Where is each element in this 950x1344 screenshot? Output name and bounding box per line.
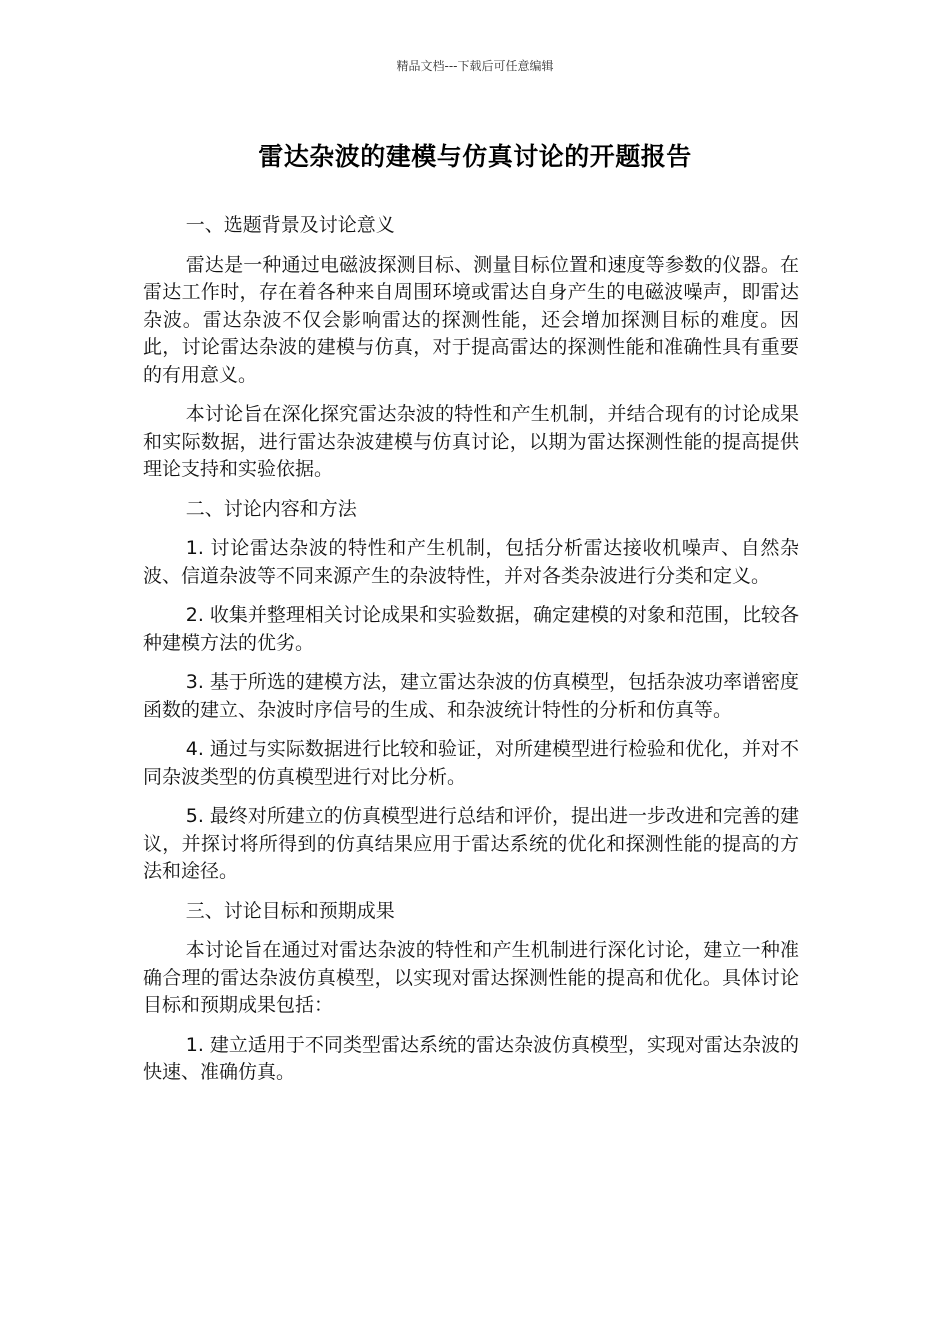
page-header: 精品文档---下载后可任意编辑 — [396, 59, 554, 73]
section-heading-goals: 三、讨论目标和预期成果 — [185, 899, 395, 922]
list-item-5: 5. 最终对所建立的仿真模型进行总结和评价，提出进一步改进和完善的建议，并探讨将所得到的仿真结果应用于雷达系统的优化和探测性能的提高的方法和途径。 — [143, 805, 799, 882]
section-heading-content-methods: 二、讨论内容和方法 — [185, 497, 357, 520]
section-heading-background: 一、选题背景及讨论意义 — [185, 214, 395, 236]
paragraph-radar-intro: 雷达是一种通过电磁波探测目标、测量目标位置和速度等参数的仪器。在雷达工作时，存在着各种来自周围环境或雷达自身产生的电磁波噪声，即雷达杂波。雷达杂波不仅会影响雷达的探测性能，还会增加探测目标的难度。因此，讨论雷达杂波的建模与仿真，对于提高雷达的探测性能和准确性具有重要的有用意义。 — [143, 253, 799, 386]
list-item-3: 3. 基于所选的建模方法，建立雷达杂波的仿真模型，包括杂波功率谱密度函数的建立、杂波时序信号的生成、和杂波统计特性的分析和仿真等。 — [143, 671, 799, 721]
list-item-1: 1. 讨论雷达杂波的特性和产生机制，包括分析雷达接收机噪声、自然杂波、信道杂波等不同来源产生的杂波特性，并对各类杂波进行分类和定义。 — [143, 537, 799, 587]
document-title: 雷达杂波的建模与仿真讨论的开题报告 — [258, 142, 692, 171]
list-item-4: 4. 通过与实际数据进行比较和验证，对所建模型进行检验和优化，并对不同杂波类型的仿真模型进行对比分析。 — [143, 738, 799, 788]
list-item-2: 2. 收集并整理相关讨论成果和实验数据，确定建模的对象和范围，比较各种建模方法的优劣。 — [143, 604, 799, 654]
paragraph-research-aim: 本讨论旨在深化探究雷达杂波的特性和产生机制，并结合现有的讨论成果和实际数据，进行雷达杂波建模与仿真讨论，以期为雷达探测性能的提高提供理论支持和实验依据。 — [143, 403, 799, 480]
document-body — [143, 212, 799, 1099]
goal-item-1: 1. 建立适用于不同类型雷达系统的雷达杂波仿真模型，实现对雷达杂波的快速、准确仿真。 — [143, 1033, 799, 1083]
paragraph-goals-intro: 本讨论旨在通过对雷达杂波的特性和产生机制进行深化讨论，建立一种准确合理的雷达杂波仿真模型，以实现对雷达探测性能的提高和优化。具体讨论目标和预期成果包括： — [143, 939, 799, 1016]
